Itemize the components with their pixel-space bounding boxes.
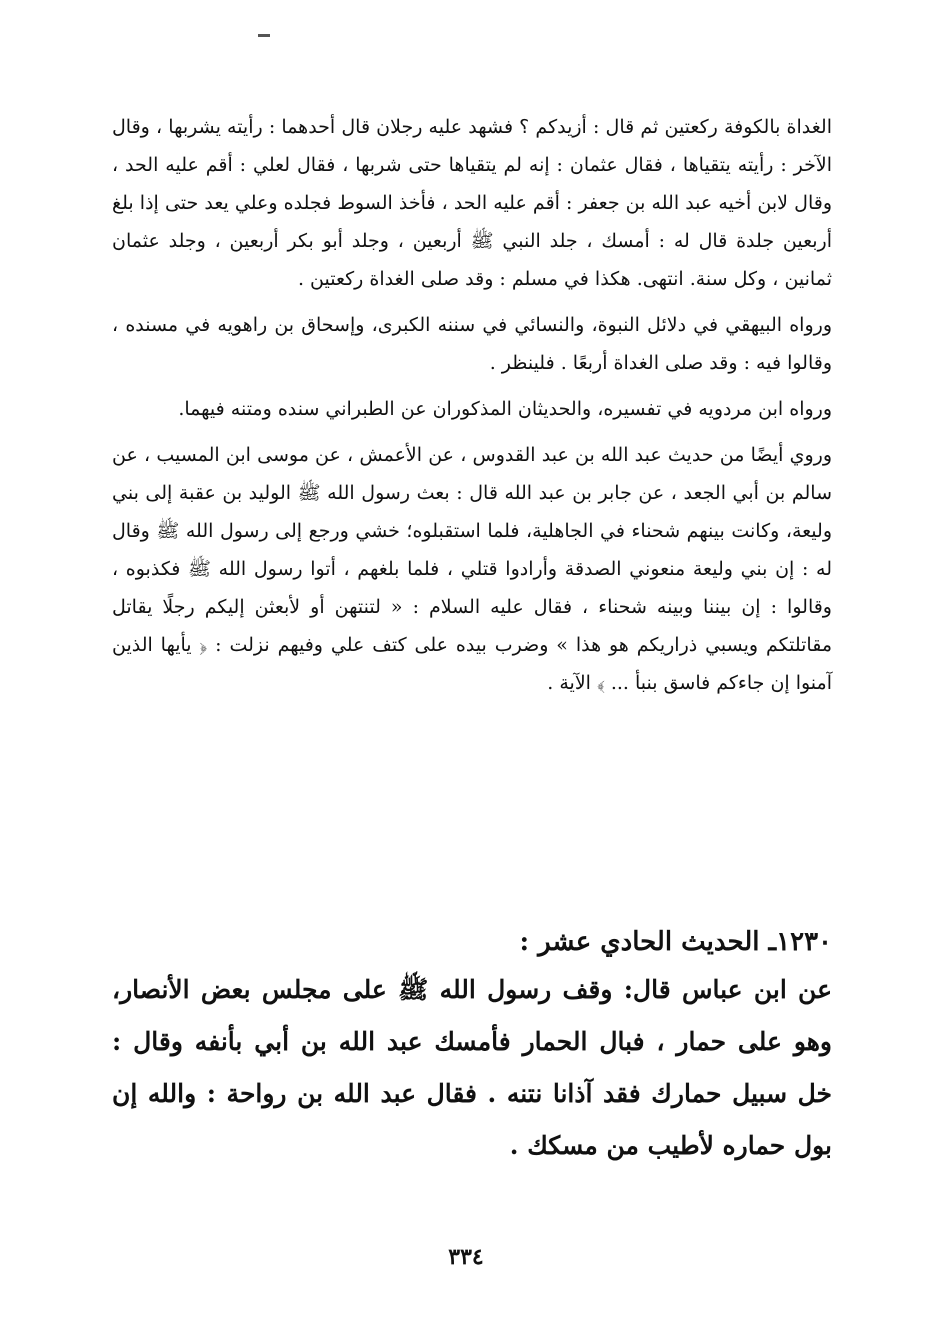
page-number: ٣٣٤	[448, 1244, 484, 1270]
paragraph-1: الغداة بالكوفة ركعتين ثم قال : أزيدكم ؟ فشهد عليه رجلان قال أحدهما : رأيته يشربها ، وقال الآخر : رأيته يتقياها ، فقال عثمان : إنه لم يتقياها حتى شربها ، فقال لعلي : أقم عليه الحد ، وقال لابن أخيه عبد الله بن جعفر : أقم عليه الحد ، فأخذ السوط فجلده وعلي يعد حتى إذا بلغ أربعين جلدة قال له : أمسك ، جلد النبي ﷺ أربعين ، وجلد أبو بكر أربعين ، وجلد عثمان ثمانين ، وكل سنة. انتهى. هكذا في مسلم : وقد صلى الغداة ركعتين .	[112, 116, 832, 290]
hadith-text: عن ابن عباس قال: وقف رسول الله ﷺ على مجلس بعض الأنصار، وهو على حمار ، فبال الحمار فأمسك عبد الله بن أبي بأنفه وقال : خل سبيل حمارك فقد آذانا نتنه . فقال عبد الله بن رواحة : والله إن بول حماره لأطيب من مسكك .	[112, 975, 832, 1160]
hadith-heading: ١٢٣٠ـ الحديث الحادي عشر :	[519, 927, 832, 957]
top-mark	[258, 34, 270, 37]
commentary-block	[112, 108, 832, 702]
paragraph-2: ورواه البيهقي في دلائل النبوة، والنسائي في سننه الكبرى، وإسحاق بن راهويه في مسنده ، وقالوا فيه : وقد صلى الغداة أربعًا . فلينظر .	[112, 314, 832, 374]
hadith-block	[112, 920, 832, 1172]
paragraph-4: وروي أيضًا من حديث عبد الله بن عبد القدوس ، عن الأعمش ، عن موسى ابن المسيب ، عن سالم بن أبي الجعد ، عن جابر بن عبد الله قال : بعث رسول الله ﷺ الوليد بن عقبة إلى بني وليعة، وكانت بينهم شحناء في الجاهلية، فلما استقبلوه؛ خشي ورجع إلى رسول الله ﷺ وقال له : إن بني وليعة منعوني الصدقة وأرادوا قتلي ، فلما بلغهم ، أتوا رسول الله ﷺ فكذبوه ، وقالوا : إن بيننا وبينه شحناء ، فقال عليه السلام : « لتنتهن أو لأبعثن إليكم رجلًا يقاتل مقاتلتكم ويسبي ذراريكم هو هذا » وضرب بيده على كتف علي وفيهم نزلت : ﴿ يأيها الذين آمنوا إن جاءكم فاسق بنبأ ... ﴾ الآية .	[112, 444, 832, 694]
paragraph-3: ورواه ابن مردويه في تفسيره، والحديثان المذكوران عن الطبراني سنده ومتنه فيهما.	[178, 398, 832, 420]
